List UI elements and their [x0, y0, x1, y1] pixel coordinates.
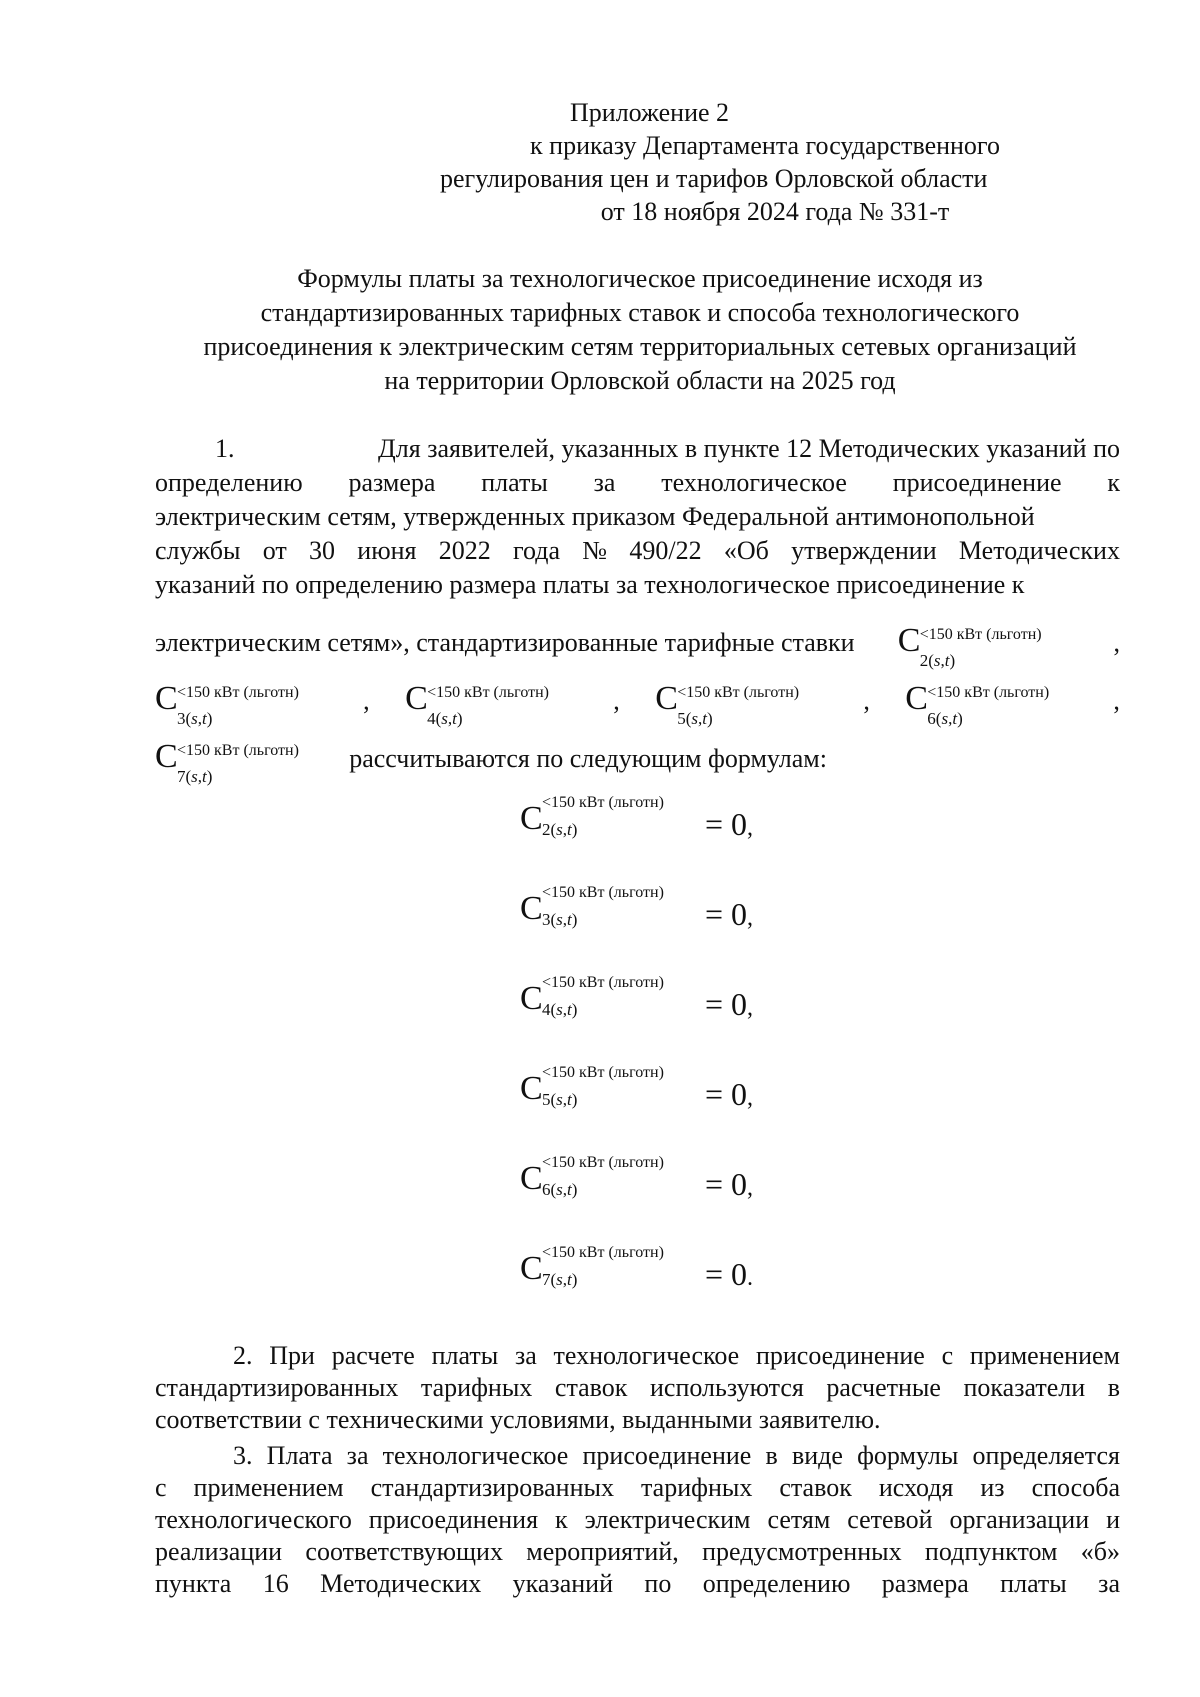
formula-end: ,	[747, 1175, 754, 1201]
rate-letter: C	[520, 1250, 543, 1287]
comma: ,	[697, 709, 703, 728]
formula-rhs	[705, 1166, 753, 1203]
var-s: s	[556, 1000, 563, 1019]
p2-line-3: соответствии с техническими условиями, выданными заявителю.	[155, 1405, 881, 1434]
word: определению	[155, 468, 303, 497]
var-t: t	[567, 1090, 572, 1109]
word: к	[1107, 468, 1120, 497]
p1-line-4	[155, 534, 1120, 568]
var-s: s	[556, 910, 563, 929]
appendix-header	[440, 96, 1140, 228]
appendix-department: регулирования цен и тарифов Орловской области	[440, 164, 988, 193]
formula-symbol	[520, 1244, 703, 1289]
rate-subscript	[920, 644, 955, 678]
paren: )	[957, 709, 963, 728]
comma: ,	[562, 910, 568, 929]
document-title	[140, 262, 1140, 398]
p1-line-3-text: электрическим сетям, утвержденных приказом Федеральной антимонопольной	[155, 502, 1035, 531]
var-t: t	[567, 1180, 572, 1199]
rate-index: 5	[542, 1090, 551, 1109]
formula-rhs	[705, 1076, 753, 1113]
word: за	[593, 468, 616, 497]
rate-symbol-3	[155, 680, 328, 728]
rate-symbol-6	[905, 680, 1078, 728]
paren: )	[571, 1090, 578, 1109]
word: 30	[309, 536, 336, 565]
rate-letter: C	[897, 622, 921, 659]
rate-letter: C	[520, 1160, 543, 1197]
var-t: t	[702, 709, 707, 728]
paren: (	[550, 910, 557, 929]
comma: ,	[1113, 686, 1120, 715]
rate-index: 4	[542, 1000, 551, 1019]
paren: )	[456, 709, 463, 728]
formula-symbol	[520, 1154, 703, 1199]
comma: ,	[863, 686, 870, 715]
appendix-number: Приложение 2	[570, 98, 730, 127]
word: утверждении	[791, 536, 937, 565]
paren: (	[550, 1270, 557, 1289]
word: Методических	[958, 536, 1120, 565]
paren: )	[571, 1180, 578, 1199]
formula-end: ,	[747, 995, 754, 1021]
p1-line-1-text: Для заявителей, указанных в пункте 12 Методических указаний по	[378, 434, 1120, 463]
word: года	[513, 536, 561, 565]
p3-line-1: 3. Плата за технологическое присоединение в виде формулы определяется	[233, 1441, 1120, 1470]
paren: )	[571, 910, 578, 929]
paren: (	[550, 820, 557, 839]
p3-line-2: с применением стандартизированных тарифных ставок исходя из способа	[155, 1473, 1120, 1502]
var-s: s	[556, 1090, 563, 1109]
var-s: s	[691, 709, 698, 728]
paren: )	[949, 651, 956, 670]
p1-line-5	[155, 568, 1120, 602]
rate-subscript	[542, 1180, 577, 1200]
paren: (	[550, 1180, 557, 1199]
p2-line-1: 2. При расчете платы за технологическое присоединение с применением	[233, 1341, 1120, 1370]
paren: )	[571, 1000, 578, 1019]
comma: ,	[562, 1270, 568, 1289]
var-s: s	[191, 709, 198, 728]
rate-letter: C	[520, 980, 543, 1017]
rate-index: 7	[177, 767, 186, 786]
rate-subscript	[542, 1000, 577, 1020]
word: службы	[155, 536, 241, 565]
rate-superscript: <150 кВт (льготн)	[542, 974, 664, 991]
formula-row	[520, 794, 820, 890]
rate-symbol-4	[405, 680, 578, 728]
var-t: t	[202, 709, 207, 728]
rate-index: 4	[427, 709, 436, 728]
paragraph-2	[155, 1340, 1120, 1436]
comma: ,	[562, 1090, 568, 1109]
rate-letter: C	[655, 680, 678, 717]
rate-subscript	[542, 820, 577, 840]
formula-symbol	[520, 1064, 703, 1109]
p2-line-2: стандартизированных тарифных ставок используются расчетные показатели в	[155, 1373, 1120, 1402]
paren: (	[935, 709, 942, 728]
title-line-3: присоединения к электрическим сетям территориальных сетевых организаций	[203, 332, 1077, 361]
var-t: t	[202, 767, 207, 786]
rate-superscript: <150 кВт (льготн)	[542, 884, 664, 901]
var-t: t	[452, 709, 457, 728]
paren: )	[206, 767, 213, 786]
comma: ,	[562, 1180, 568, 1199]
var-s: s	[941, 709, 949, 728]
var-t: t	[567, 1270, 572, 1289]
paren: (	[435, 709, 442, 728]
rate-subscript	[177, 702, 212, 736]
comma: ,	[197, 709, 203, 728]
p1-line-3	[155, 500, 1120, 534]
rate-subscript	[542, 1270, 577, 1290]
rate-subscript	[927, 702, 962, 736]
formula-row	[520, 884, 820, 980]
comma: ,	[948, 709, 953, 728]
formula-row	[520, 1244, 820, 1340]
word: июня	[357, 536, 417, 565]
paragraph-1	[155, 432, 1120, 786]
formula-list	[520, 794, 820, 1340]
formula-symbol	[520, 884, 703, 929]
rate-superscript: <150 кВт (льготн)	[542, 1064, 664, 1081]
var-s: s	[441, 709, 448, 728]
rate-letter: C	[905, 680, 928, 717]
rate-superscript: <150 кВт (льготн)	[927, 684, 1050, 701]
word: размера	[348, 468, 436, 497]
word: 2022	[438, 536, 491, 565]
p1-line-6-text: электрическим сетям», стандартизированные тарифные ставки	[155, 628, 855, 657]
word: присоединение	[892, 468, 1062, 497]
rate-symbol-5	[655, 680, 828, 728]
formula-row	[520, 1064, 820, 1160]
p1-number: 1.	[215, 434, 235, 463]
formula-rhs	[705, 896, 753, 933]
var-s: s	[556, 1270, 563, 1289]
rate-subscript	[542, 910, 577, 930]
p1-line-8	[155, 738, 1120, 786]
p3-line-5: пункта 16 Методических указаний по определению размера платы за	[155, 1569, 1120, 1598]
rate-symbol-2	[897, 622, 1071, 670]
rate-letter: C	[405, 680, 428, 717]
formula-end: ,	[747, 905, 754, 931]
rate-superscript: <150 кВт (льготн)	[177, 684, 299, 701]
title-line-2: стандартизированных тарифных ставок и способа технологического	[260, 298, 1020, 327]
comma: ,	[562, 820, 568, 839]
rate-index: 6	[927, 709, 936, 728]
formula-rhs	[705, 806, 753, 843]
formula-value: = 0	[705, 1256, 748, 1292]
formula-value: = 0	[705, 1166, 748, 1202]
rate-letter: C	[520, 1070, 543, 1107]
formula-value: = 0	[705, 1076, 748, 1112]
p1-line-1	[155, 432, 1120, 466]
formula-value: = 0	[705, 896, 748, 932]
formula-row	[520, 1154, 820, 1250]
formula-end: ,	[747, 815, 754, 841]
var-s: s	[933, 651, 941, 670]
p3-line-4: реализации соответствующих мероприятий, предусмотренных подпунктом «б»	[155, 1537, 1120, 1566]
rate-symbol-7	[155, 738, 343, 786]
var-s: s	[556, 820, 563, 839]
appendix-date: от 18 ноября 2024 года № 331-т	[600, 197, 950, 226]
rate-subscript	[427, 702, 462, 736]
var-s: s	[191, 767, 198, 786]
paren: (	[928, 651, 934, 670]
rate-index: 6	[542, 1180, 551, 1199]
paren: )	[571, 1270, 578, 1289]
rate-index: 5	[677, 709, 686, 728]
p1-line-7	[155, 680, 1120, 728]
formula-value: = 0	[705, 986, 748, 1022]
comma: ,	[613, 686, 620, 715]
paren: )	[206, 709, 213, 728]
word: №	[582, 536, 608, 565]
comma: ,	[1113, 628, 1120, 657]
comma: ,	[940, 651, 945, 670]
paren: (	[185, 709, 192, 728]
formula-end: .	[747, 1265, 754, 1291]
comma: ,	[363, 686, 370, 715]
word: 490/22	[629, 536, 702, 565]
word: платы	[481, 468, 548, 497]
var-t: t	[567, 820, 572, 839]
word: технологическое	[661, 468, 847, 497]
paren: (	[550, 1000, 557, 1019]
appendix-order-ref: к приказу Департамента государственного	[530, 131, 1000, 160]
rate-index: 2	[542, 820, 551, 839]
rate-subscript	[677, 702, 712, 736]
rate-index: 3	[177, 709, 186, 728]
rate-letter: C	[155, 738, 178, 775]
rate-superscript: <150 кВт (льготн)	[427, 684, 549, 701]
rate-letter: C	[520, 890, 543, 927]
p3-line-3: технологического присоединения к электрическим сетям сетевой организации и	[155, 1505, 1120, 1534]
formula-end: ,	[747, 1085, 754, 1111]
var-t: t	[567, 910, 572, 929]
rate-index: 3	[542, 910, 551, 929]
paren: )	[571, 820, 578, 839]
paren: (	[550, 1090, 557, 1109]
rate-superscript: <150 кВт (льготн)	[542, 1244, 664, 1261]
rate-superscript: <150 кВт (льготн)	[677, 684, 800, 701]
title-line-4: на территории Орловской области на 2025 год	[384, 366, 896, 395]
rate-superscript: <150 кВт (льготн)	[177, 742, 299, 759]
formula-value: = 0	[705, 806, 748, 842]
comma: ,	[447, 709, 453, 728]
var-t: t	[567, 1000, 572, 1019]
comma: ,	[562, 1000, 568, 1019]
paragraph-3	[155, 1440, 1120, 1600]
p1-line-5-text: указаний по определению размера платы за технологическое присоединение к	[155, 570, 1025, 599]
rate-index: 2	[919, 651, 929, 670]
p1-tail-text: рассчитываются по следующим формулам:	[349, 744, 827, 773]
p1-line-6	[155, 622, 1120, 670]
comma: ,	[197, 767, 203, 786]
var-t: t	[944, 651, 950, 670]
paren: )	[706, 709, 713, 728]
rate-subscript	[177, 760, 212, 794]
rate-superscript: <150 кВт (льготн)	[542, 1154, 664, 1171]
formula-symbol	[520, 794, 703, 839]
title-line-1: Формулы платы за технологическое присоединение исходя из	[297, 264, 983, 293]
p1-line-2	[155, 466, 1120, 500]
rate-subscript	[542, 1090, 577, 1110]
word: «Об	[723, 536, 769, 565]
paren: (	[185, 767, 192, 786]
formula-symbol	[520, 974, 703, 1019]
word: от	[262, 536, 287, 565]
formula-row	[520, 974, 820, 1070]
paren: (	[685, 709, 692, 728]
formula-rhs	[705, 986, 753, 1023]
rate-superscript: <150 кВт (льготн)	[542, 794, 664, 811]
rate-index: 7	[542, 1270, 551, 1289]
rate-letter: C	[155, 680, 178, 717]
rate-letter: C	[520, 800, 543, 837]
var-s: s	[556, 1180, 563, 1199]
var-t: t	[952, 709, 958, 728]
rate-superscript: <150 кВт (льготн)	[919, 626, 1042, 643]
formula-rhs	[705, 1256, 753, 1293]
